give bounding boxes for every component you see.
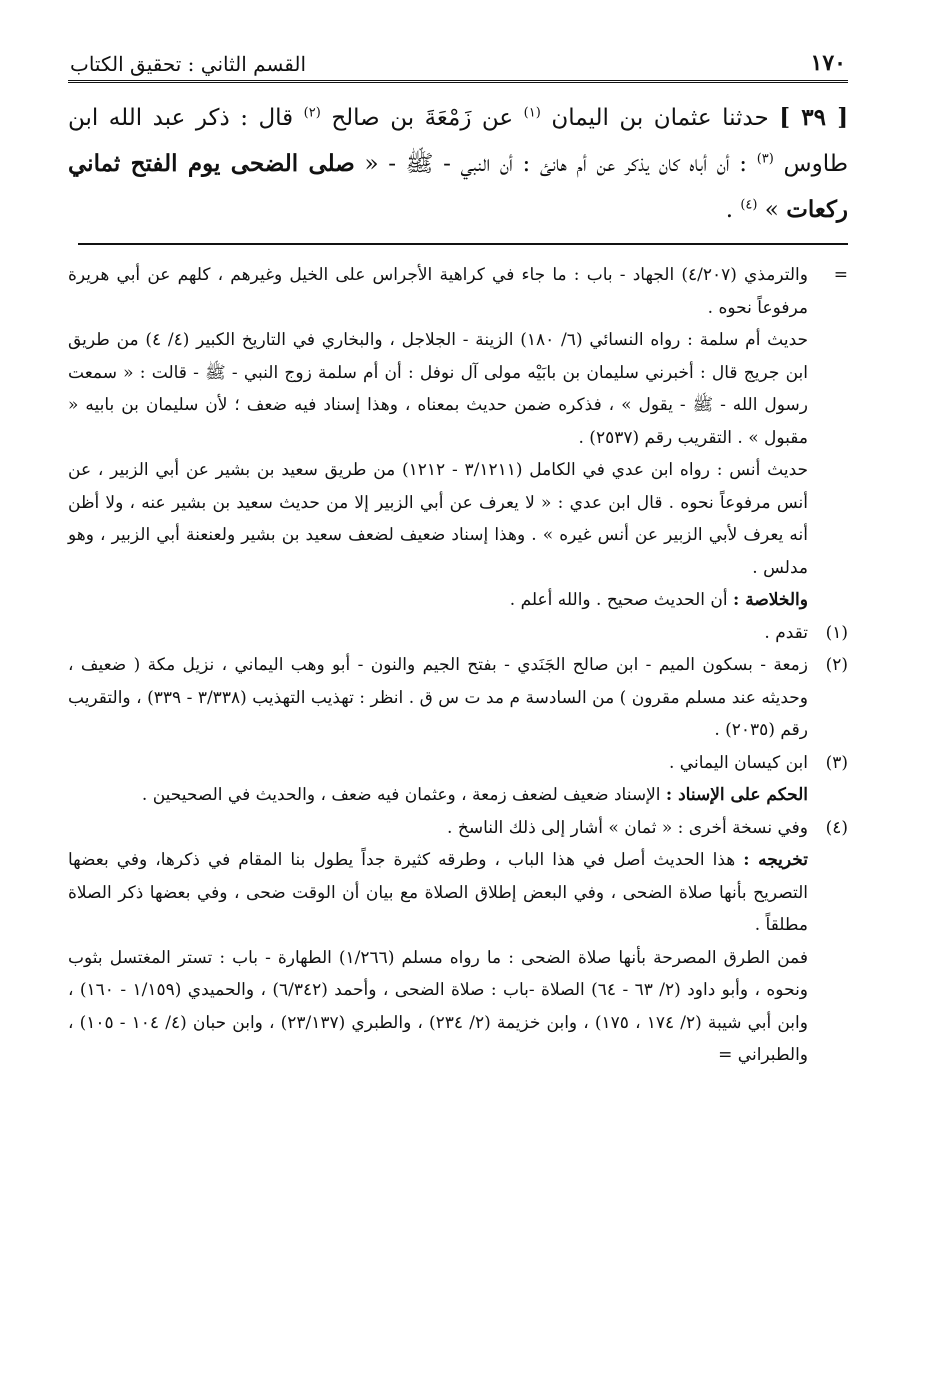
footnote-1-text: تقدم .: [764, 622, 808, 643]
footnote-3-text: ابن كيسان اليماني .: [668, 752, 808, 773]
turuq-paragraph: فمن الطرق المصرحة بأنها صلاة الضحى : ما رواه مسلم (١/٢٦٦) الطهارة - باب : تستر المغتسل بثوب ونحوه ، وأبو داود (٢/ ٦٣ - ٦٤) الصلاة -باب : صلاة الضحى ، وأحمد (٦/٣٤٢) ، والحميدي (١/١٥٩ - ١٦٠) ، وابن أبي شيبة (٢/ ١٧٤ ، ١٧٥) ، وابن خزيمة (٢/ ٢٣٤) ، والطبري (٢٣/١٣٧) ، وابن حبان (٤/ ١٠٤ - ١٠٥) ، والطبراني =: [68, 947, 809, 1065]
footnote-2-label: (٢): [825, 655, 848, 675]
summary-paragraph: [68, 584, 848, 617]
ruling-paragraph: [68, 779, 848, 812]
footnote-4-label: (٤): [825, 817, 848, 838]
page-number: ١٧٠: [810, 50, 846, 76]
hadith-end: .: [725, 197, 734, 223]
takhrij-paragraph: [68, 844, 848, 942]
footnote-3-label: (٣): [825, 752, 848, 773]
footnote-continuation: [68, 259, 848, 324]
umm-salama-paragraph: حديث أم سلمة : رواه النسائي (٦/ ١٨٠) الزينة - الجلاجل ، والبخاري في التاريخ الكبير (٤/ ٤) من طريق ابن جريج قال : أخبرني سليمان بن بابَيْه مولى آل نوفل : أن أم سلمة زوج النبي - ﷺ - قالت : « سمعت رسول الله - ﷺ - يقول » ، فذكره ضمن حديث بمعناه ، وهذا إسناد فيه ضعف ؛ لأن سليمان بن بابيه « مقبول » . التقريب رقم (٢٥٣٧) .: [68, 330, 809, 448]
footnote-2: [68, 649, 848, 747]
footnote-ref-3[interactable]: (٣): [756, 151, 774, 167]
footnote-ref-1[interactable]: (١): [523, 105, 541, 121]
footnotes: [68, 259, 848, 1072]
hadith-isnad-2: عن زَمْعَةَ بن صالح: [331, 105, 514, 131]
footnote-2-text: زمعة - بسكون الميم - ابن صالح الجَنَدي - بفتح الجيم والنون - أبو وهب اليماني ، نزيل مكة ( ضعيف ، وحديثه عند مسلم مقرون ) من السادسة م مد ت س ق . انظر : تهذيب التهذيب (٣/٣٣٨ - ٣٣٩) ، والتقريب رقم (٢٠٣٥) .: [68, 655, 808, 740]
hadith-isnad-1: حدثنا عثمان بن اليمان: [551, 105, 769, 131]
anas-paragraph: حديث أنس : رواه ابن عدي في الكامل (٣/١٢١١ - ١٢١٢) من طريق سعيد بن بشير عن أبي الزبير ، عن أنس مرفوعاً نحوه . قال ابن عدي : « لا يعرف عن أبي الزبير إلا من حديث سعيد بن بشير عنه ، ولا أظن أنه يعرف لأبي الزبير عن أنس غيره » . وهذا إسناد ضعيف لضعف سعيد بن بشير ولعنعنة أبي الزبير ، وهو مدلس .: [68, 460, 809, 578]
hadith-isnad-4: : أن أباه كان يذكر عن أم هانئ : أن النبي - ﷺ - «: [364, 151, 748, 177]
continuation-text: والترمذي (٤/٢٠٧) الجهاد - باب : ما جاء في كراهية الأجراس على الخيل وغيرهم ، كلهم عن أبي هريرة مرفوعاً نحوه .: [68, 265, 808, 318]
footnote-1: [68, 617, 848, 650]
takhrij-label: تخريجه :: [743, 850, 808, 870]
footnote-ref-2[interactable]: (٢): [303, 105, 321, 121]
running-title: القسم الثاني : تحقيق الكتاب: [70, 52, 307, 76]
running-header: [68, 36, 848, 83]
takhrij-text: هذا الحديث أصل في هذا الباب ، وطرقه كثيرة جداً يطول بنا المقام في ذكرها، وفي بعضها التصريح بأنها صلاة الضحى ، وفي البعض إطلاق الصلاة مع بيان أن الوقت ضحى ، وفي بعضها ذكر الصلاة مطلقاً .: [68, 850, 808, 935]
continuation-mark: =: [833, 265, 848, 285]
footnote-4-text: وفي نسخة أخرى : « ثمان » أشار إلى ذلك الناسخ .: [447, 817, 808, 838]
footnote-divider: [78, 243, 848, 245]
hadith-quote-close: »: [764, 197, 779, 223]
summary-label: والخلاصة :: [733, 590, 808, 610]
page: [68, 36, 848, 1072]
footnote-4: [68, 812, 848, 845]
hadith-number: [ ٣٩ ]: [779, 104, 849, 131]
hadith-text: [68, 95, 848, 233]
footnote-ref-4[interactable]: (٤): [740, 197, 758, 213]
hadith-matn: صلى الضحى يوم الفتح ثماني ركعات: [68, 150, 848, 223]
ruling-label: الحكم على الإسناد :: [665, 785, 808, 805]
footnote-1-label: (١): [825, 622, 848, 643]
footnote-3: [68, 747, 848, 780]
ruling-text: الإسناد ضعيف لضعف زمعة ، وعثمان فيه ضعف ، والحديث في الصحيحين .: [141, 785, 661, 805]
summary-text: أن الحديث صحيح . والله أعلم .: [509, 590, 728, 610]
hadith-isnad-3: قال : ذكر عبد الله ابن طاوس: [68, 105, 849, 177]
